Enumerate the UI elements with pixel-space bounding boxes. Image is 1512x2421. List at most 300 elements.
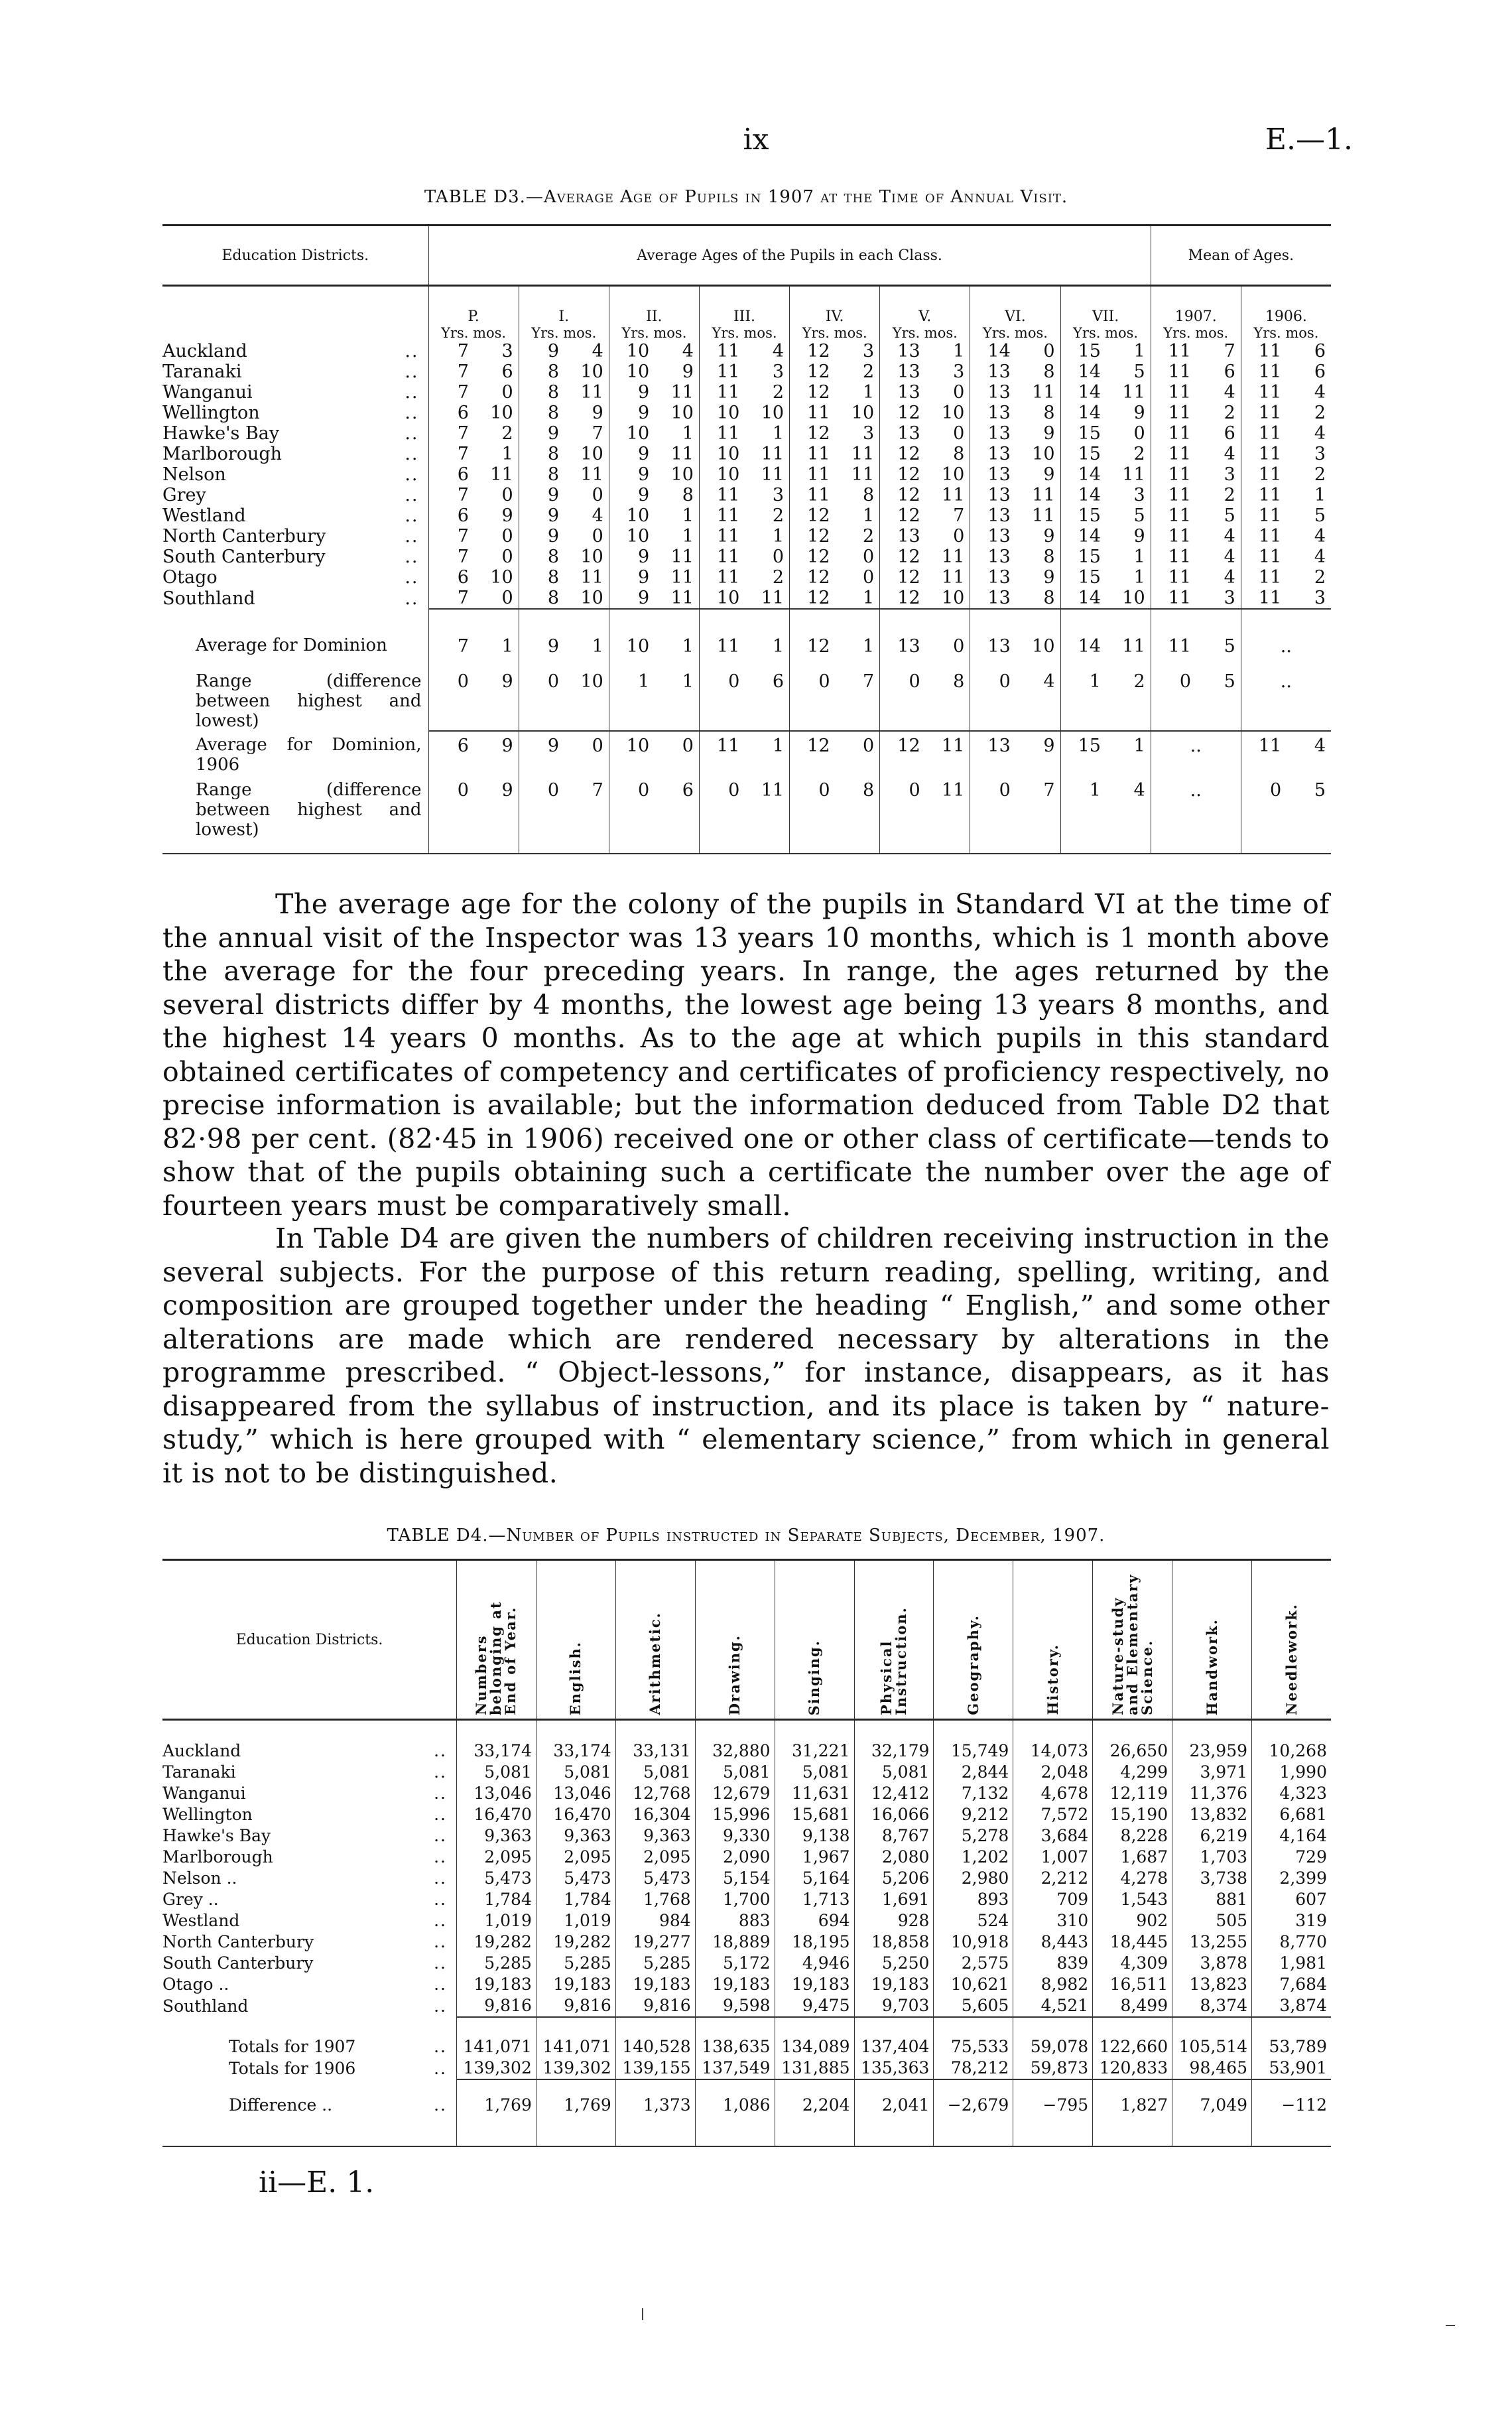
value-cell: 105,514 xyxy=(1172,2017,1252,2058)
years-cell: 6 xyxy=(428,403,473,423)
value-cell: 709 xyxy=(1013,1889,1093,1910)
value-cell: 5,250 xyxy=(854,1953,934,1974)
value-cell: 11,376 xyxy=(1172,1783,1252,1804)
value-cell: 2,048 xyxy=(1013,1762,1093,1783)
table-row xyxy=(162,588,1331,609)
row-label-text: Westland xyxy=(162,1911,240,1930)
col-class-header xyxy=(970,286,1060,342)
subject-label: Numbers belonging at End of Year. xyxy=(473,1601,519,1715)
table-row xyxy=(162,403,1331,423)
months-cell: 9 xyxy=(1015,731,1060,775)
months-cell: 8 xyxy=(953,444,965,464)
months-cell: 1 xyxy=(682,526,694,547)
years-cell: 14 xyxy=(1060,588,1105,609)
years-cell: 8 xyxy=(519,567,563,588)
value-cell: 729 xyxy=(1252,1847,1331,1868)
years-cell: 11 xyxy=(699,526,743,547)
value-cell: 9,816 xyxy=(615,1995,695,2017)
value-cell: 9,598 xyxy=(695,1995,775,2017)
years-cell: 14 xyxy=(1060,526,1105,547)
months-cell: 8 xyxy=(1043,588,1055,608)
subject-label: Arithmetic. xyxy=(647,1612,664,1715)
page-number: ix xyxy=(743,123,769,157)
months-cell: 10 xyxy=(761,403,785,423)
years-cell: 10 xyxy=(609,361,653,382)
subject-label: Geography. xyxy=(964,1614,981,1715)
years-cell: 11 xyxy=(1151,588,1195,609)
months-cell: 0 xyxy=(592,485,603,505)
district-name xyxy=(162,588,428,609)
value-cell: 5,081 xyxy=(615,1762,695,1783)
years-cell: 12 xyxy=(790,547,834,567)
leader-dots: .. xyxy=(434,1784,447,1803)
value-cell: 5,081 xyxy=(456,1762,536,1783)
value-cell: 3,878 xyxy=(1172,1953,1252,1974)
row-label-text: Grey .. xyxy=(162,1890,219,1909)
value-cell: 9,330 xyxy=(695,1825,775,1847)
months-cell: 9 xyxy=(1133,403,1145,423)
table-row xyxy=(162,1804,1331,1825)
value-cell: 319 xyxy=(1252,1910,1331,1931)
value-cell: 9,138 xyxy=(775,1825,854,1847)
value-cell: 19,183 xyxy=(615,1974,695,1995)
value-cell: 2,212 xyxy=(1013,1868,1093,1889)
value-cell: 1,769 xyxy=(536,2079,615,2146)
value-cell: 139,302 xyxy=(536,2058,615,2079)
months-cell: 8 xyxy=(682,485,694,505)
months-cell: 0 xyxy=(501,547,513,567)
value-cell: 2,095 xyxy=(536,1847,615,1868)
months-cell: 4 xyxy=(772,341,785,361)
class-label: IV. xyxy=(825,308,844,325)
value-cell: 7,132 xyxy=(934,1783,1013,1804)
years-cell: 9 xyxy=(609,382,653,403)
col-class-header xyxy=(1151,286,1241,342)
row-label xyxy=(162,1995,456,2017)
leader-dots: .. xyxy=(434,1953,447,1973)
months-cell: 9 xyxy=(1133,526,1145,547)
value-cell: 1,967 xyxy=(775,1847,854,1868)
value-cell: 4,323 xyxy=(1252,1783,1331,1804)
value-cell: 5,473 xyxy=(456,1868,536,1889)
value-cell: 141,071 xyxy=(536,2017,615,2058)
value-cell: 9,363 xyxy=(536,1825,615,1847)
paragraph-table-d4-intro: In Table D4 are given the numbers of children receiving instruction in the several subjects. For the purpose of this return reading, spelling, writing, and composition are grouped together under the heading “ English,” and some other alterations are made which are rendered necessary by alterations in the programme prescribed. “ Object-lessons,” for instance, disappears, as it has disappeared from the syllabus of instruction, and its place is taken by “ nature-study,” which is here grouped with “ elementary science,” from which in general it is not to be distinguished. xyxy=(162,1222,1330,1489)
months-cell: 10 xyxy=(580,361,603,382)
months-cell: 11 xyxy=(924,775,970,854)
empty-value: .. xyxy=(1151,775,1241,854)
value-cell: 138,635 xyxy=(695,2017,775,2058)
value-cell: 78,212 xyxy=(934,2058,1013,2079)
months-cell: 0 xyxy=(1043,341,1055,361)
years-cell: 14 xyxy=(1060,382,1105,403)
value-cell: 1,007 xyxy=(1013,1847,1093,1868)
years-cell: 0 xyxy=(699,657,743,731)
years-cell: 13 xyxy=(970,485,1015,505)
value-cell: 5,081 xyxy=(695,1762,775,1783)
months-cell: 0 xyxy=(501,588,513,608)
row-label-text: Auckland xyxy=(162,1741,241,1760)
months-cell: 0 xyxy=(563,731,609,775)
table-row xyxy=(162,1995,1331,2017)
months-cell: 4 xyxy=(1285,731,1331,775)
value-cell: 5,473 xyxy=(615,1868,695,1889)
months-cell: 10 xyxy=(1122,588,1145,608)
months-cell: 2 xyxy=(772,567,785,588)
value-cell: 7,572 xyxy=(1013,1804,1093,1825)
months-cell: 6 xyxy=(1224,423,1235,444)
value-cell: 5,206 xyxy=(854,1868,934,1889)
months-cell: 10 xyxy=(490,567,513,588)
months-cell: 9 xyxy=(501,671,513,692)
years-cell: 12 xyxy=(880,567,924,588)
value-cell: 122,660 xyxy=(1093,2017,1172,2058)
district-label: Wellington xyxy=(162,403,260,423)
months-cell: 6 xyxy=(772,671,785,692)
table-d4-title-prefix: TABLE D4.— xyxy=(387,1526,507,1545)
years-cell: 13 xyxy=(970,505,1015,526)
months-cell: 11 xyxy=(761,588,785,608)
row-label xyxy=(162,2017,456,2058)
years-cell: 6 xyxy=(428,731,473,775)
value-cell: 59,078 xyxy=(1013,2017,1093,2058)
months-cell: 2 xyxy=(1314,464,1326,485)
months-cell: 4 xyxy=(1224,382,1235,403)
months-cell: 11 xyxy=(924,731,970,775)
value-cell: 4,946 xyxy=(775,1953,854,1974)
district-label: Nelson xyxy=(162,464,226,485)
months-cell: 0 xyxy=(953,423,965,444)
district-name xyxy=(162,403,428,423)
value-cell: 1,990 xyxy=(1252,1762,1331,1783)
months-cell: 5 xyxy=(1224,505,1235,526)
leader-dots: .. xyxy=(405,505,419,526)
years-cell: 0 xyxy=(970,657,1015,731)
empty-value: .. xyxy=(1241,609,1331,657)
value-cell: 8,443 xyxy=(1013,1931,1093,1953)
years-cell: 6 xyxy=(428,464,473,485)
district-name xyxy=(162,423,428,444)
months-cell: 11 xyxy=(1032,505,1055,526)
leader-dots: .. xyxy=(434,1890,447,1909)
years-cell: 15 xyxy=(1060,423,1105,444)
subject-label: Drawing. xyxy=(726,1634,743,1715)
summary-label: Average for Dominion xyxy=(196,635,387,655)
years-cell: 11 xyxy=(1241,485,1285,505)
value-cell: −795 xyxy=(1013,2079,1093,2146)
value-cell: 31,221 xyxy=(775,1720,854,1762)
value-cell: 902 xyxy=(1093,1910,1172,1931)
years-cell: 10 xyxy=(699,444,743,464)
months-cell: 3 xyxy=(863,423,875,444)
years-cell: 15 xyxy=(1060,731,1105,775)
months-cell: 5 xyxy=(1133,505,1145,526)
subject-label: Singing. xyxy=(806,1639,823,1715)
months-cell: 0 xyxy=(924,609,970,657)
value-cell: 16,470 xyxy=(456,1804,536,1825)
row-label xyxy=(162,1931,456,1953)
years-cell: 0 xyxy=(880,775,924,854)
years-cell: 12 xyxy=(880,444,924,464)
months-cell: 1 xyxy=(772,423,785,444)
district-name xyxy=(162,485,428,505)
years-cell: 13 xyxy=(970,382,1015,403)
months-cell: 10 xyxy=(580,444,603,464)
unit-label: Yrs. mos. xyxy=(441,325,507,341)
leader-dots: .. xyxy=(434,2058,447,2078)
table-row xyxy=(162,1825,1331,1847)
district-label: Otago xyxy=(162,567,218,588)
months-cell: 0 xyxy=(953,526,965,547)
months-cell: 3 xyxy=(1314,444,1326,464)
row-label xyxy=(162,1847,456,1868)
months-cell: 7 xyxy=(1224,341,1235,361)
value-cell: 139,155 xyxy=(615,2058,695,2079)
years-cell: 11 xyxy=(1241,361,1285,382)
months-cell: 10 xyxy=(942,464,965,485)
row-label xyxy=(162,1720,456,1762)
years-cell: 14 xyxy=(1060,464,1105,485)
leader-dots: .. xyxy=(405,526,419,547)
years-cell: 7 xyxy=(428,382,473,403)
leader-dots: .. xyxy=(434,1911,447,1930)
months-cell: 7 xyxy=(863,671,875,692)
row-label xyxy=(162,1762,456,1783)
value-cell: 4,309 xyxy=(1093,1953,1172,1974)
leader-dots: .. xyxy=(405,361,419,382)
summary-label: Range (difference between highest and lowest) xyxy=(162,775,428,854)
value-cell: 1,691 xyxy=(854,1889,934,1910)
value-cell: 1,713 xyxy=(775,1889,854,1910)
unit-label: Yrs. mos. xyxy=(621,325,687,341)
value-cell: 19,183 xyxy=(854,1974,934,1995)
table-row xyxy=(162,1910,1331,1931)
months-cell: 1 xyxy=(682,505,694,526)
months-cell: 3 xyxy=(1224,464,1235,485)
years-cell: 11 xyxy=(699,341,743,361)
years-cell: 10 xyxy=(699,588,743,609)
years-cell: 11 xyxy=(1151,423,1195,444)
row-label-text: Difference .. xyxy=(229,2095,333,2115)
value-cell: 5,473 xyxy=(536,1868,615,1889)
value-cell: 5,172 xyxy=(695,1953,775,1974)
months-cell: 1 xyxy=(834,609,880,657)
leader-dots: .. xyxy=(434,2036,447,2056)
years-cell: 10 xyxy=(699,403,743,423)
years-cell: 11 xyxy=(1151,341,1195,361)
years-cell: 7 xyxy=(428,588,473,609)
value-cell: 120,833 xyxy=(1093,2058,1172,2079)
value-cell: 1,019 xyxy=(536,1910,615,1931)
months-cell: 5 xyxy=(1224,671,1235,692)
years-cell: 13 xyxy=(970,444,1015,464)
years-cell: 7 xyxy=(428,547,473,567)
years-cell: 8 xyxy=(519,588,563,609)
years-cell: 13 xyxy=(880,526,924,547)
district-label: Southland xyxy=(162,588,255,609)
unit-label: Yrs. mos. xyxy=(982,325,1048,341)
value-cell: 1,769 xyxy=(456,2079,536,2146)
months-cell: 3 xyxy=(863,341,875,361)
value-cell: 2,204 xyxy=(775,2079,854,2146)
years-cell: 15 xyxy=(1060,341,1105,361)
value-cell: 19,282 xyxy=(456,1931,536,1953)
months-cell: 10 xyxy=(490,403,513,423)
years-cell: 11 xyxy=(1151,485,1195,505)
years-cell: 9 xyxy=(519,526,563,547)
value-cell: 16,304 xyxy=(615,1804,695,1825)
value-cell: 5,081 xyxy=(854,1762,934,1783)
months-cell: 8 xyxy=(863,485,875,505)
months-cell: 2 xyxy=(772,382,785,403)
years-cell: 11 xyxy=(699,547,743,567)
months-cell: 4 xyxy=(592,505,603,526)
district-label: North Canterbury xyxy=(162,526,326,547)
report-reference: E.—1. xyxy=(1265,123,1353,157)
years-cell: 11 xyxy=(1151,361,1195,382)
value-cell: 15,996 xyxy=(695,1804,775,1825)
value-cell: 4,299 xyxy=(1093,1762,1172,1783)
years-cell: 9 xyxy=(609,588,653,609)
col-class-header xyxy=(1241,286,1331,342)
months-cell: 10 xyxy=(670,464,694,485)
row-label xyxy=(162,1910,456,1931)
value-cell: 1,543 xyxy=(1093,1889,1172,1910)
value-cell: 19,277 xyxy=(615,1931,695,1953)
col-subject-header xyxy=(854,1560,934,1720)
class-label: VII. xyxy=(1092,308,1119,325)
years-cell: 7 xyxy=(428,444,473,464)
value-cell: 5,081 xyxy=(775,1762,854,1783)
months-cell: 4 xyxy=(1314,382,1326,403)
months-cell: 1 xyxy=(953,341,965,361)
months-cell: 3 xyxy=(501,341,513,361)
unit-label: Yrs. mos. xyxy=(892,325,958,341)
years-cell: 11 xyxy=(1241,505,1285,526)
months-cell: 10 xyxy=(580,671,603,692)
years-cell: 12 xyxy=(880,485,924,505)
years-cell: 9 xyxy=(519,423,563,444)
months-cell: 1 xyxy=(682,423,694,444)
leader-dots: .. xyxy=(434,1741,447,1760)
months-cell: 5 xyxy=(1285,775,1331,854)
value-cell: 1,703 xyxy=(1172,1847,1252,1868)
value-cell: 5,285 xyxy=(456,1953,536,1974)
paragraph-standard-vi-age: The average age for the colony of the pupils in Standard VI at the time of the annual visit of the Inspector was 13 years 10 months, which is 1 month above the average for the four preceding years. In range, the ages returned by the several districts differ by 4 months, the lowest age being 13 years 8 months, and the highest 14 years 0 months. As to the age at which pupils in this standard obtained certificates of competency and certificates of proficiency respectively, no precise information is available; but the information deduced from Table D2 that 82·98 per cent. (82·45 in 1906) received one or other class of certificate—tends to show that of the pupils obtaining such a certificate the number over the age of fourteen years must be comparatively small. xyxy=(162,888,1330,1222)
years-cell: 12 xyxy=(790,341,834,361)
years-cell: 12 xyxy=(880,547,924,567)
value-cell: 19,183 xyxy=(775,1974,854,1995)
years-cell: 9 xyxy=(609,567,653,588)
months-cell: 0 xyxy=(834,731,880,775)
years-cell: 0 xyxy=(970,775,1015,854)
col-subject-header xyxy=(536,1560,615,1720)
months-cell: 0 xyxy=(501,526,513,547)
years-cell: 12 xyxy=(790,361,834,382)
value-cell: 137,549 xyxy=(695,2058,775,2079)
value-cell: 2,399 xyxy=(1252,1868,1331,1889)
value-cell: 9,703 xyxy=(854,1995,934,2017)
row-label xyxy=(162,1974,456,1995)
table-row xyxy=(162,1868,1331,1889)
value-cell: 310 xyxy=(1013,1910,1093,1931)
years-cell: 13 xyxy=(970,526,1015,547)
value-cell: 1,700 xyxy=(695,1889,775,1910)
months-cell: 0 xyxy=(653,731,699,775)
table-row xyxy=(162,547,1331,567)
table-row xyxy=(162,1889,1331,1910)
years-cell: 7 xyxy=(428,361,473,382)
value-cell: 9,816 xyxy=(536,1995,615,2017)
years-cell: 11 xyxy=(1151,444,1195,464)
years-cell: 13 xyxy=(880,609,924,657)
years-cell: 12 xyxy=(790,526,834,547)
years-cell: 11 xyxy=(699,567,743,588)
years-cell: 11 xyxy=(790,403,834,423)
row-label-text: Taranaki xyxy=(162,1762,236,1782)
months-cell: 1 xyxy=(1105,731,1151,775)
years-cell: 14 xyxy=(1060,361,1105,382)
years-cell: 13 xyxy=(880,382,924,403)
years-cell: 13 xyxy=(880,341,924,361)
value-cell: 13,046 xyxy=(536,1783,615,1804)
unit-label: Yrs. mos. xyxy=(802,325,867,341)
value-cell: 9,212 xyxy=(934,1804,1013,1825)
value-cell: 2,041 xyxy=(854,2079,934,2146)
value-cell: 7,049 xyxy=(1172,2079,1252,2146)
value-cell: 5,278 xyxy=(934,1825,1013,1847)
value-cell: 10,918 xyxy=(934,1931,1013,1953)
months-cell: 4 xyxy=(592,341,603,361)
leader-dots: .. xyxy=(434,1762,447,1782)
leader-dots: .. xyxy=(434,1932,447,1951)
years-cell: 13 xyxy=(970,588,1015,609)
years-cell: 13 xyxy=(970,609,1015,657)
months-cell: 9 xyxy=(1043,567,1055,588)
months-cell: 3 xyxy=(1314,588,1326,608)
value-cell: 5,285 xyxy=(615,1953,695,1974)
value-cell: 139,302 xyxy=(456,2058,536,2079)
table-row xyxy=(162,341,1331,361)
col-subject-header xyxy=(615,1560,695,1720)
value-cell: 1,086 xyxy=(695,2079,775,2146)
value-cell: 13,832 xyxy=(1172,1804,1252,1825)
years-cell: 0 xyxy=(519,775,563,854)
value-cell: 607 xyxy=(1252,1889,1331,1910)
years-cell: 11 xyxy=(1151,382,1195,403)
table-row xyxy=(162,1953,1331,1974)
months-cell: 11 xyxy=(1122,464,1145,485)
row-label-text: Southland xyxy=(162,1996,249,2016)
value-cell: 5,164 xyxy=(775,1868,854,1889)
months-cell: 4 xyxy=(1224,444,1235,464)
leader-dots: .. xyxy=(434,2095,447,2115)
months-cell: 10 xyxy=(1032,444,1055,464)
months-cell: 8 xyxy=(1043,361,1055,382)
value-cell: 5,285 xyxy=(536,1953,615,1974)
value-cell: 33,174 xyxy=(456,1720,536,1762)
totals-row xyxy=(162,2058,1331,2079)
value-cell: 18,858 xyxy=(854,1931,934,1953)
months-cell: 4 xyxy=(1314,423,1326,444)
months-cell: 1 xyxy=(1314,485,1326,505)
months-cell: 5 xyxy=(1195,609,1241,657)
value-cell: 16,066 xyxy=(854,1804,934,1825)
years-cell: 11 xyxy=(1241,341,1285,361)
months-cell: 11 xyxy=(670,444,694,464)
years-cell: 9 xyxy=(609,547,653,567)
value-cell: 9,816 xyxy=(456,1995,536,2017)
